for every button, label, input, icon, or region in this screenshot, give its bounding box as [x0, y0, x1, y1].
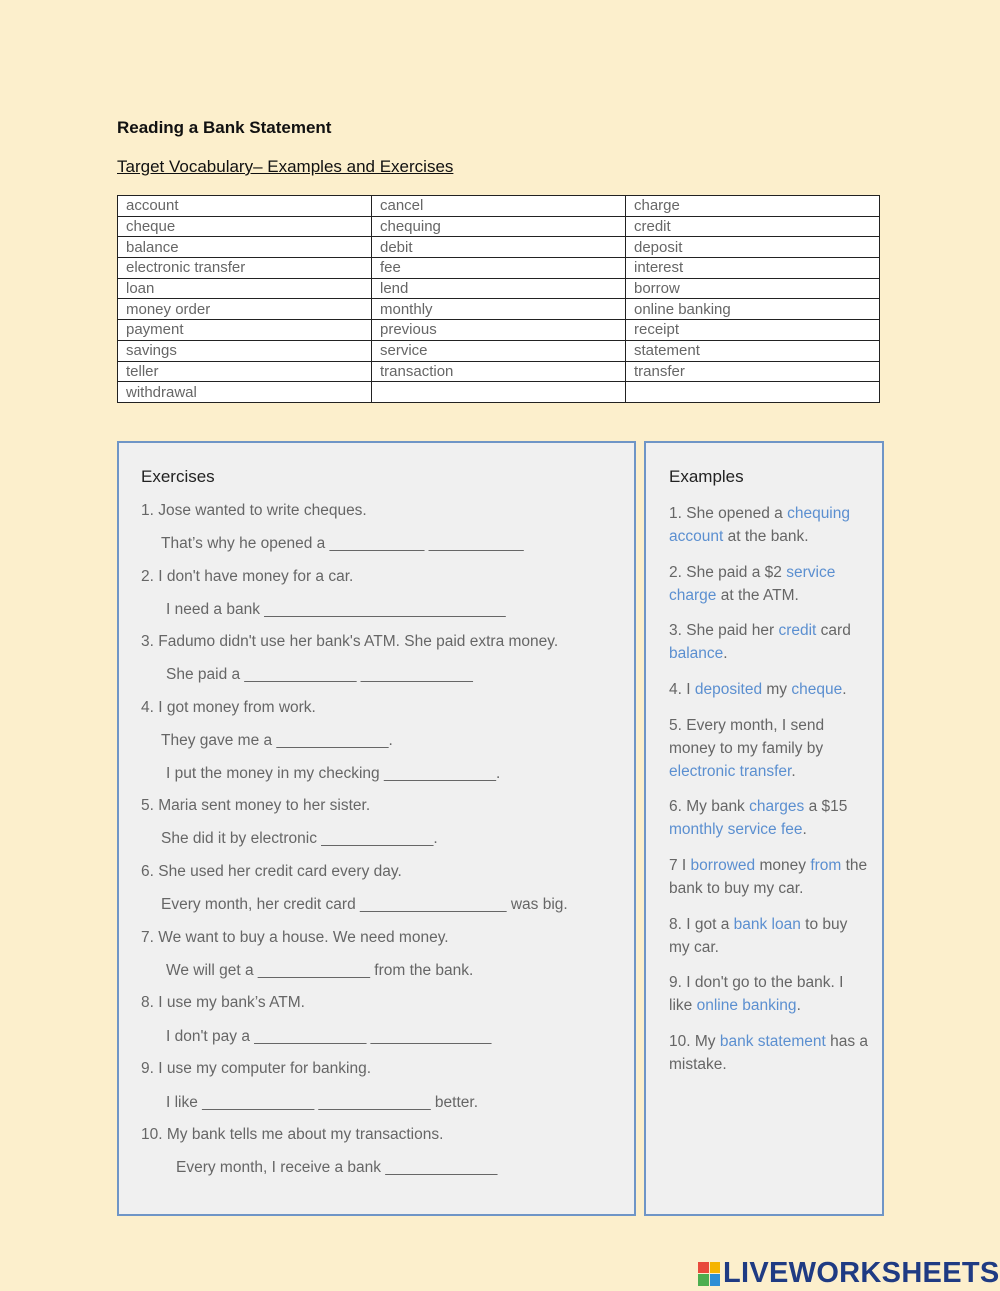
vocab-highlight: deposited: [694, 681, 763, 698]
vocab-highlight: monthly service fee: [669, 821, 803, 838]
example-text: 10. My: [669, 1033, 720, 1050]
example-item: [669, 795, 869, 841]
example-text: 6. My bank: [669, 798, 750, 815]
exercise-line: That’s why he opened a ___________ ___________: [161, 535, 524, 552]
exercise-line: I like _____________ _____________ better.: [166, 1094, 479, 1111]
example-item: [669, 1030, 869, 1076]
exercise-line: I put the money in my checking _____________.: [166, 765, 501, 782]
example-text: my: [762, 681, 792, 698]
vocab-highlight: service charge: [669, 564, 836, 604]
exercise-line: Every month, I receive a bank _____________: [176, 1159, 498, 1176]
example-item: [669, 971, 869, 1017]
table-row: [118, 361, 880, 382]
vocab-cell: electronic transfer: [118, 258, 372, 279]
example-text: 1. She opened a: [669, 505, 788, 522]
table-row: [118, 237, 880, 258]
vocab-cell: teller: [118, 361, 372, 382]
vocab-cell: balance: [118, 237, 372, 258]
vocab-cell: interest: [626, 258, 880, 279]
vocab-cell: withdrawal: [118, 382, 372, 403]
vocab-cell: deposit: [626, 237, 880, 258]
example-text: 4. I: [669, 681, 695, 698]
example-text: 8. I got a: [669, 916, 734, 933]
exercise-line: She did it by electronic _____________.: [161, 830, 438, 847]
example-item: [669, 502, 869, 548]
vocab-cell: fee: [372, 258, 626, 279]
vocab-cell: receipt: [626, 320, 880, 341]
exercise-line: She paid a _____________ _____________: [166, 666, 473, 683]
table-row: [118, 340, 880, 361]
table-row: [118, 299, 880, 320]
exercise-line: 6. She used her credit card every day.: [141, 863, 402, 880]
table-row: [118, 278, 880, 299]
exercise-line: We will get a _____________ from the bank.: [166, 962, 474, 979]
examples-heading: Examples: [669, 467, 744, 486]
table-row: [118, 382, 880, 403]
table-row: [118, 258, 880, 279]
example-text: 9. I don't go to the bank. I like: [669, 974, 844, 1014]
vocab-cell: chequing: [372, 216, 626, 237]
vocab-cell: loan: [118, 278, 372, 299]
exercise-line: They gave me a _____________.: [161, 732, 393, 749]
example-text: card: [816, 622, 851, 639]
vocab-highlight: balance: [669, 645, 724, 662]
example-text: a $15: [804, 798, 848, 815]
vocab-cell: lend: [372, 278, 626, 299]
vocab-cell: monthly: [372, 299, 626, 320]
vocab-highlight: bank loan: [733, 916, 801, 933]
example-text: 3. She paid her: [669, 622, 779, 639]
vocab-cell: account: [118, 196, 372, 217]
vocab-highlight: charges: [749, 798, 805, 815]
logo-square: [698, 1274, 709, 1286]
example-text: .: [723, 645, 728, 662]
example-text: .: [842, 681, 847, 698]
vocab-cell: savings: [118, 340, 372, 361]
example-text: has a mistake.: [669, 1033, 869, 1073]
exercises-panel: [117, 441, 636, 1216]
vocab-cell: borrow: [626, 278, 880, 299]
vocab-highlight: electronic transfer: [669, 763, 792, 780]
vocab-highlight: from: [810, 857, 842, 874]
exercise-line: 4. I got money from work.: [141, 699, 316, 716]
example-item: [669, 678, 869, 701]
example-item: [669, 854, 869, 900]
exercise-line: 9. I use my computer for banking.: [141, 1060, 372, 1077]
example-text: at the bank.: [723, 528, 809, 545]
exercise-line: 10. My bank tells me about my transactions.: [141, 1126, 444, 1143]
example-text: 7 I: [669, 857, 691, 874]
exercise-line: 3. Fadumo didn't use her bank's ATM. She paid extra money.: [141, 633, 559, 650]
vocab-cell: service: [372, 340, 626, 361]
example-text: at the ATM.: [716, 587, 799, 604]
vocab-cell: cancel: [372, 196, 626, 217]
vocab-highlight: cheque: [791, 681, 843, 698]
example-item: [669, 561, 869, 607]
example-text: money: [755, 857, 811, 874]
exercise-line: Every month, her credit card _________________ was big.: [161, 896, 568, 913]
table-row: [118, 196, 880, 217]
exercise-line: I need a bank ____________________________: [166, 601, 506, 618]
logo-icon: [698, 1262, 720, 1286]
exercise-line: 2. I don't have money for a car.: [141, 568, 354, 585]
vocab-highlight: chequing account: [669, 505, 850, 545]
vocab-cell: [626, 382, 880, 403]
example-text: to buy my car.: [669, 916, 848, 956]
vocab-highlight: credit: [778, 622, 817, 639]
examples-panel: [644, 441, 884, 1216]
logo-square: [698, 1262, 709, 1274]
logo-text: LIVEWORKSHEETS: [723, 1257, 1000, 1289]
exercise-line: 1. Jose wanted to write cheques.: [141, 502, 367, 519]
vocab-cell: [372, 382, 626, 403]
exercise-line: 5. Maria sent money to her sister.: [141, 797, 371, 814]
example-item: [669, 619, 869, 665]
example-text: the bank to buy my car.: [669, 857, 868, 897]
vocab-cell: online banking: [626, 299, 880, 320]
example-text: .: [791, 763, 796, 780]
vocab-cell: charge: [626, 196, 880, 217]
page-title: Reading a Bank Statement: [117, 118, 332, 137]
exercise-line: 7. We want to buy a house. We need money.: [141, 929, 449, 946]
vocab-cell: statement: [626, 340, 880, 361]
vocab-cell: money order: [118, 299, 372, 320]
vocab-cell: payment: [118, 320, 372, 341]
vocab-cell: previous: [372, 320, 626, 341]
example-text: 2. She paid a $2: [669, 564, 787, 581]
vocab-highlight: online banking: [696, 997, 797, 1014]
exercise-line: I don't pay a _____________ ______________: [166, 1028, 492, 1045]
vocab-cell: debit: [372, 237, 626, 258]
vocab-cell: credit: [626, 216, 880, 237]
example-text: .: [796, 997, 801, 1014]
example-item: [669, 714, 869, 783]
logo-square: [710, 1262, 721, 1274]
example-text: 5. Every month, I send money to my family by: [669, 717, 825, 757]
vocab-highlight: bank statement: [719, 1033, 826, 1050]
exercise-line: 8. I use my bank’s ATM.: [141, 994, 305, 1011]
vocab-cell: transaction: [372, 361, 626, 382]
logo-square: [710, 1274, 721, 1286]
vocabulary-table: [117, 195, 880, 403]
table-row: [118, 216, 880, 237]
exercises-heading: Exercises: [141, 467, 215, 486]
vocab-highlight: borrowed: [690, 857, 756, 874]
table-row: [118, 320, 880, 341]
example-text: .: [802, 821, 807, 838]
liveworksheets-logo: [698, 1257, 1000, 1290]
vocab-cell: cheque: [118, 216, 372, 237]
page-subtitle: Target Vocabulary– Examples and Exercises: [117, 157, 454, 176]
example-item: [669, 913, 869, 959]
vocab-cell: transfer: [626, 361, 880, 382]
